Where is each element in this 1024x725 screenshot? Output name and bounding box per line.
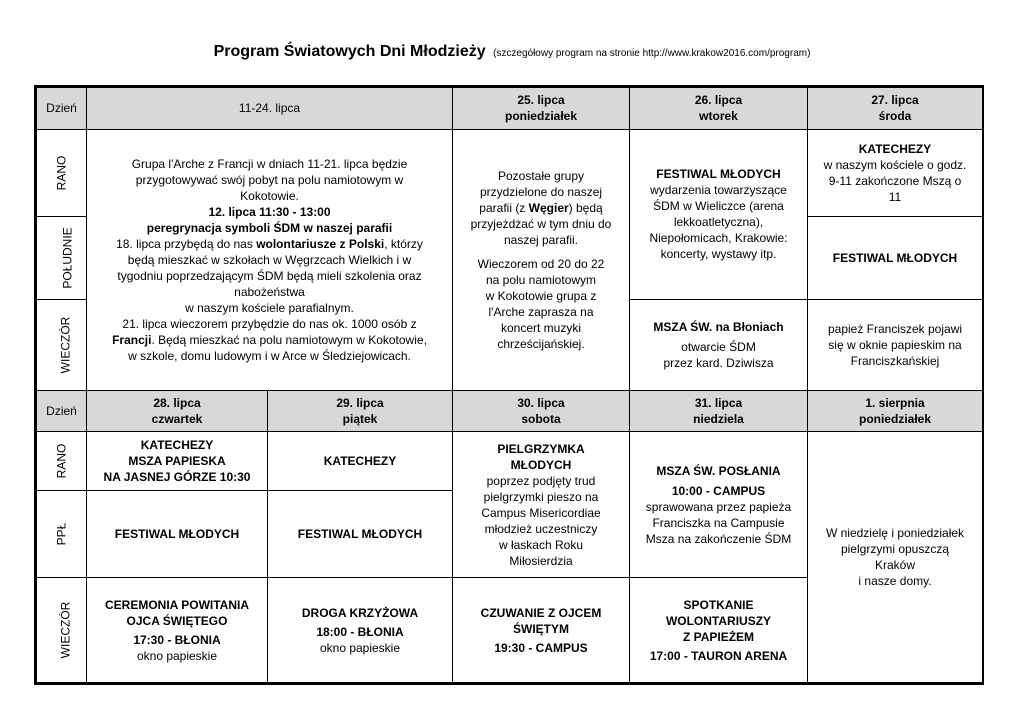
cell-30-july-wieczor: CZUWANIE Z OJCEM ŚWIĘTYM 19:30 - CAMPUS bbox=[453, 578, 630, 683]
row-label-wieczor: WIECZÓR bbox=[37, 300, 87, 390]
day-date: 27. lipca bbox=[871, 93, 919, 108]
cell-31-july-wieczor: SPOTKANIE WOLONTARIUSZY Z PAPIEŻEM 17:00 - TAURON ARENA bbox=[630, 578, 808, 683]
week1-rano-row bbox=[37, 129, 983, 216]
day-label: Dzień bbox=[37, 88, 87, 130]
cell-28-july-wieczor: CEREMONIA POWITANIA OJCA ŚWIĘTEGO 17:30 - BŁONIA okno papieskie bbox=[87, 578, 268, 683]
day-header-31: 31. lipca niedziela bbox=[630, 390, 808, 432]
page-title bbox=[0, 43, 1024, 61]
day-header-29: 29. lipca piątek bbox=[268, 390, 453, 432]
week2-rano-row bbox=[37, 432, 983, 491]
day-weekday: wtorek bbox=[699, 109, 738, 124]
day-header-11-24 bbox=[87, 88, 453, 130]
cell-25-july: Pozostałe grupy przydzielone do naszej parafii (z Węgier) będą przyjeżdżać w tym dniu do naszej parafii. Wieczorem od 20 do 22 na polu namiotowym w Kokotowie grupa z l'Arche zaprasza na koncert muzyki chrześcijańskiej. bbox=[453, 129, 630, 390]
day-weekday: poniedziałek bbox=[504, 109, 578, 124]
cell-29-july-rano: KATECHEZY bbox=[268, 432, 453, 491]
cell-29-july-ppl: FESTIWAL MŁODYCH bbox=[268, 491, 453, 578]
cell-1-aug: W niedzielę i poniedziałek pielgrzymi opuszczą Kraków i nasze domy. bbox=[808, 432, 983, 683]
day-header-25 bbox=[453, 88, 630, 130]
cell-26-july-wieczor: MSZA ŚW. na Błoniach otwarcie ŚDM przez kard. Dziwisza bbox=[630, 300, 808, 390]
cell-11-24-july: Grupa l'Arche z Francji w dniach 11-21. lipca będzie przygotowywać swój pobyt na polu namiotowym w Kokotowie. 12. lipca 11:30 - 13:00 peregrynacja symboli ŚDM w naszej parafii 18. lipca przybędą do nas wolontariusze z Polski, którzy będą mieszkać w szkołach w Węgrzcach Wielkich i w tygodniu poprzedzającym ŚDM będą mieli szkolenia oraz nabożeństwa w naszym kościele parafialnym. 21. lipca wieczorem przybędzie do nas ok. 1000 osób z Francji. Będą mieszkać na polu namiotowym w Kokotowie, w szkole, domu ludowym i w Arce w Śledziejowicach. bbox=[87, 129, 453, 390]
cell-26-july-festival: FESTIWAL MŁODYCH wydarzenia towarzyszące ŚDM w Wieliczce (arena lekkoatletyczna), Niepołomicach, Krakowie: koncerty, wystawy itp. bbox=[630, 129, 808, 300]
day-weekday: środa bbox=[878, 109, 912, 124]
day-label: Dzień bbox=[37, 390, 87, 432]
week2-header-row bbox=[37, 390, 983, 432]
row-label-rano: RANO bbox=[37, 432, 87, 491]
cell-28-july-ppl: FESTIWAL MŁODYCH bbox=[87, 491, 268, 578]
row-label-poludnie: POŁUDNIE bbox=[37, 216, 87, 299]
cell-30-july-pielgrzymka: PIELGRZYMKA MŁODYCH poprzez podjęty trud pielgrzymki pieszo na Campus Misericordiae młodzież uczestniczy w łaskach Roku Miłosierdzia bbox=[453, 432, 630, 578]
cell-29-july-wieczor: DROGA KRZYŻOWA 18:00 - BŁONIA okno papieskie bbox=[268, 578, 453, 683]
title-subtitle: (szczegółowy program na stronie http://www.krakow2016.com/program) bbox=[493, 48, 811, 59]
row-label-wieczor: WIECZÓR bbox=[37, 578, 87, 683]
cell-27-july-poludnie: FESTIWAL MŁODYCH bbox=[808, 216, 983, 299]
title-main: Program Światowych Dni Młodzieży bbox=[213, 43, 486, 60]
cell-27-july-wieczor: papież Franciszek pojawi się w oknie papieskim na Franciszkańskiej bbox=[808, 300, 983, 390]
cell-27-july-rano: KATECHEZY w naszym kościele o godz. 9-11 zakończone Mszą o 11 bbox=[808, 129, 983, 216]
cell-31-july-msza: MSZA ŚW. POSŁANIA 10:00 - CAMPUS sprawowana przez papieża Franciszka na Campusie Msza na zakończenie ŚDM bbox=[630, 432, 808, 578]
day-header-28: 28. lipca czwartek bbox=[87, 390, 268, 432]
day-header-30: 30. lipca sobota bbox=[453, 390, 630, 432]
schedule-table bbox=[36, 87, 983, 683]
day-date: 11-24. lipca bbox=[238, 101, 301, 116]
day-header-26 bbox=[630, 88, 808, 130]
day-header-1-aug: 1. sierpnia poniedziałek bbox=[808, 390, 983, 432]
cell-28-july-rano: KATECHEZY MSZA PAPIESKA NA JASNEJ GÓRZE 10:30 bbox=[87, 432, 268, 491]
week1-header-row bbox=[37, 88, 983, 130]
row-label-ppl: PPŁ bbox=[37, 491, 87, 578]
day-header-27 bbox=[808, 88, 983, 130]
day-date: 26. lipca bbox=[694, 93, 743, 108]
day-date: 25. lipca bbox=[517, 93, 565, 108]
row-label-rano: RANO bbox=[37, 129, 87, 216]
